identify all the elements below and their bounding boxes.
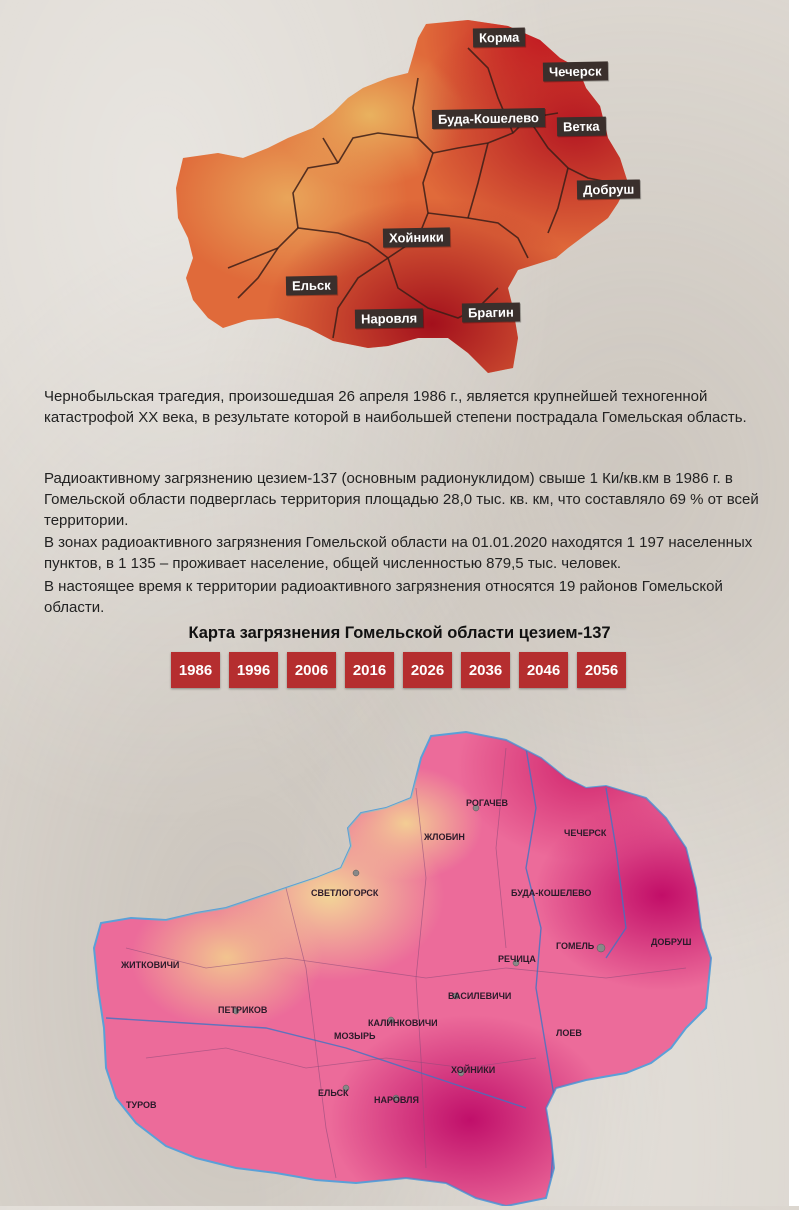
city-tag-narovlya: Наровля [355, 308, 423, 328]
year-button-2036[interactable]: 2036 [461, 652, 510, 688]
map-label-rechitsa: РЕЧИЦА [498, 954, 536, 964]
map-heading: Карта загрязнения Гомельской области цезием-137 [188, 624, 611, 642]
map-label-zhlobin: ЖЛОБИН [424, 832, 465, 842]
year-button-1996[interactable]: 1996 [229, 652, 278, 688]
cesium-map-shape [86, 728, 726, 1206]
city-tag-khoiniki: Хойники [383, 227, 450, 247]
city-tag-bragin: Брагин [462, 302, 520, 322]
map-label-narovlya: НАРОВЛЯ [374, 1095, 419, 1105]
map-label-gomel: ГОМЕЛЬ [556, 941, 595, 951]
map-label-rogachev: РОГАЧЕВ [466, 798, 509, 808]
city-tag-buda-koshelevo: Буда-Кошелево [432, 108, 545, 129]
map-label-mozyr: МОЗЫРЬ [334, 1031, 376, 1041]
map-label-kalinkovichi: КАЛИНКОВИЧИ [368, 1018, 438, 1028]
city-tag-dobrush: Добруш [577, 179, 641, 199]
paragraph-contamination-area: Радиоактивному загрязнению цезием-137 (основным радионуклидом) свыше 1 Ки/кв.км в 1986 г. в Гомельской области подверглась территория площадью 28,0 тыс. кв. км, что составляло 69 % от всей территории. [44, 470, 759, 529]
map-label-svetlogorsk: СВЕТЛОГОРСК [311, 888, 379, 898]
map-label-buda-koshelevo: БУДА-КОШЕЛЕВО [511, 888, 592, 898]
year-button-2026[interactable]: 2026 [403, 652, 452, 688]
year-button-2016[interactable]: 2016 [345, 652, 394, 688]
map-label-khoiniki: ХОЙНИКИ [451, 1065, 496, 1075]
year-selector [171, 652, 626, 688]
paragraph-districts: В настоящее время к территории радиоактивного загрязнения относятся 19 районов Гомельской области. [44, 578, 723, 616]
year-button-2006[interactable]: 2006 [287, 652, 336, 688]
city-tag-korma: Корма [473, 28, 526, 48]
contamination-map-1986-illustration [168, 18, 648, 378]
cesium-contamination-map [86, 728, 726, 1206]
map-label-loev: ЛОЕВ [556, 1028, 582, 1038]
paragraph-settlements: В зонах радиоактивного загрязнения Гомельской области на 01.01.2020 находятся 1 197 населенных пунктов, в 1 135 – проживает население, общей численностью 879,5 тыс. человек. [44, 534, 753, 572]
map-label-turov: ТУРОВ [126, 1100, 157, 1110]
map-label-zhitkovichi: ЖИТКОВИЧИ [121, 960, 180, 970]
map-label-elsk: ЕЛЬСК [318, 1088, 349, 1098]
map-label-vasilevichi: ВАСИЛЕВИЧИ [448, 991, 512, 1001]
paragraph-tragedy: Чернобыльская трагедия, произошедшая 26 апреля 1986 г., является крупнейшей техногенной катастрофой XX века, в результате которой в наибольшей степени пострадала Гомельская область. [44, 388, 747, 426]
right-edge [789, 0, 799, 1206]
year-button-1986[interactable]: 1986 [171, 652, 220, 688]
map-label-dobrush: ДОБРУШ [651, 937, 692, 947]
city-tag-vetka: Ветка [557, 117, 606, 137]
year-button-2056[interactable]: 2056 [577, 652, 626, 688]
map-label-chechersk: ЧЕЧЕРСК [564, 828, 607, 838]
year-button-2046[interactable]: 2046 [519, 652, 568, 688]
city-tag-elsk: Ельск [286, 276, 337, 296]
map-label-petrikov: ПЕТРИКОВ [218, 1005, 268, 1015]
city-tag-chechersk: Чечерск [543, 61, 608, 81]
